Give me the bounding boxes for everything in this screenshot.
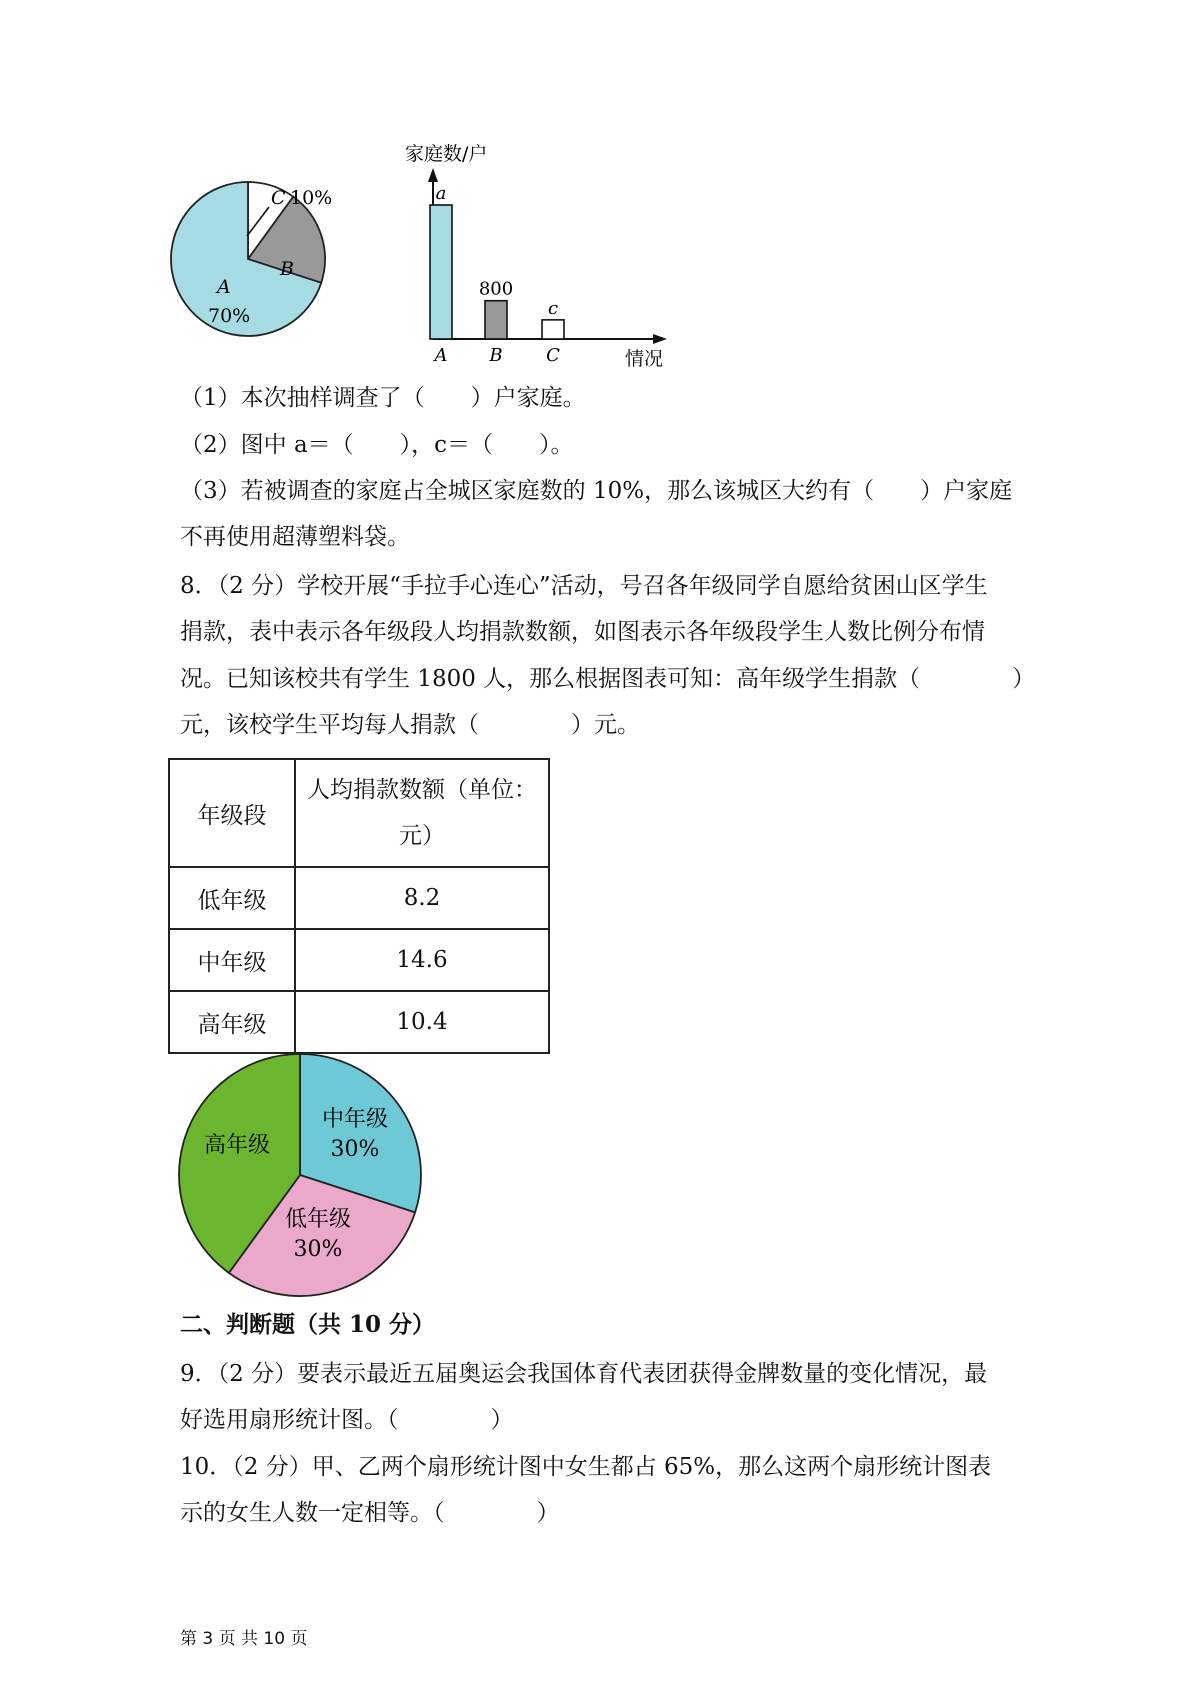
table-row [169,867,549,929]
table-row [169,929,549,991]
bar-value-label-b: 800 [478,278,514,300]
bar-c [542,320,564,339]
bar-tick-label-c: C [546,345,560,366]
bar-y-axis-label: 家庭数/户 [405,143,488,165]
q7-sub2: （2）图中 a＝（ ），c＝（ ）。 [180,432,574,458]
table-header-amount-line2: 元） [399,823,445,849]
table-header-row [169,759,549,867]
donation-table [168,758,550,1054]
q10-line1: 10．（2 分）甲、乙两个扇形统计图中女生都占 65%，那么这两个扇形统计图表 [180,1454,992,1480]
q7-sub3-line2: 不再使用超薄塑料袋。 [180,524,410,550]
table-row [169,991,549,1053]
table-header-amount-line1: 人均捐款数额（单位： [307,777,537,803]
pie1-label-a: A [217,276,231,298]
table-cell-grade: 低年级 [169,867,295,929]
bar-value-label-a: a [435,183,447,204]
pie1-label-c: C [271,187,286,209]
pie-chart-survey [170,180,350,360]
pie2-label-high: 高年级 [203,1133,271,1158]
bar1-bars [430,183,564,366]
table-cell-amount: 14.6 [295,929,549,991]
q7-sub3-line1: （3）若被调查的家庭占全城区家庭数的 10%，那么该城区大约有（ ）户家庭 [180,478,1013,504]
q7-sub1: （1）本次抽样调查了（ ）户家庭。 [180,385,586,411]
q8-line4: 元，该校学生平均每人捐款（ ）元。 [180,712,640,738]
pie2-label-low: 低年级 [284,1207,352,1232]
q8-line2: 捐款，表中表示各年级段人均捐款数额，如图表示各年级段学生人数比例分布情 [180,619,985,645]
table-header-amount [295,759,549,867]
q9-line2: 好选用扇形统计图。（ ） [180,1407,514,1433]
table-cell-amount: 8.2 [295,867,549,929]
pie2-label-mid: 中年级 [321,1107,389,1132]
q9-line1: 9．（2 分）要表示最近五届奥运会我国体育代表团获得金牌数量的变化情况，最 [180,1361,988,1387]
q10-line2: 示的女生人数一定相等。（ ） [180,1500,560,1526]
bar-value-label-c: c [547,297,559,319]
bar-chart-survey [405,138,675,370]
bar-a [430,205,452,339]
q8-line1: 8．（2 分）学校开展“手拉手心连心”活动，号召各年级同学自愿给贫困山区学生 [180,573,988,599]
q8-line3: 况。已知该校共有学生 1800 人，那么根据图表可知：高年级学生捐款（ ） [180,666,1036,692]
pie-chart-grades [175,1050,425,1300]
table-cell-amount: 10.4 [295,991,549,1053]
pie1-label-c-pct: 10% [290,187,333,209]
table-cell-grade: 高年级 [169,991,295,1053]
pie1-label-b: B [280,258,294,280]
page-footer: 第 3 页 共 10 页 [180,1629,308,1649]
table-cell-grade: 中年级 [169,929,295,991]
section2-heading: 二、判断题（共 10 分） [180,1311,436,1338]
pie1-label-a-pct: 70% [208,305,251,327]
bar-x-axis-label: 情况 [625,348,664,370]
bar-b [485,301,507,339]
pie2-label-mid-pct: 30% [330,1137,380,1162]
bar-tick-label-a: A [434,345,448,366]
bar-tick-label-b: B [489,345,503,366]
table-header-grade: 年级段 [169,759,295,867]
pie2-label-low-pct: 30% [293,1237,343,1262]
